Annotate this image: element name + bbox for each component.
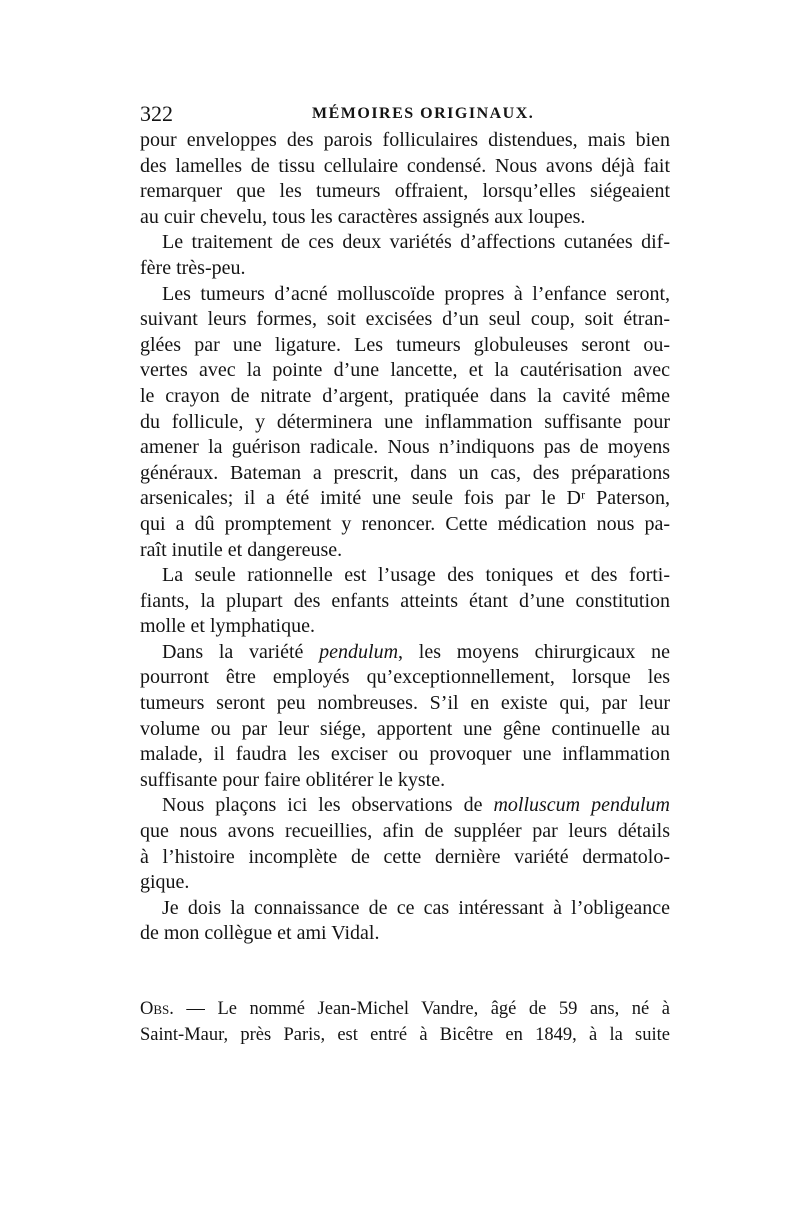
observation-block (140, 996, 670, 1048)
text-line: des lamelles de tissu cellulaire condensé. Nous avons déjà fait (140, 154, 670, 177)
text-line: malade, il faudra les exciser ou provoquer une inflammation (140, 743, 670, 766)
text-line: pourront être employés qu’exceptionnellement, lorsque les (140, 666, 670, 689)
text-line: volume ou par leur siége, apportent une gêne continuelle au (140, 717, 670, 740)
observation-lead: Obs. (140, 999, 174, 1019)
text-line: à l’histoire incomplète de cette dernière variété dermatolo- (140, 845, 670, 868)
text-line: glées par une ligature. Les tumeurs globuleuses seront ou- (140, 333, 670, 356)
text-line: Dans la variété pendulum, les moyens chirurgicaux ne (162, 640, 670, 663)
italic-term: molluscum pendulum (493, 794, 670, 817)
text-line: pour enveloppes des parois folliculaires distendues, mais bien (140, 129, 670, 151)
text-line: Les tumeurs d’acné molluscoïde propres à l’enfance seront, (162, 282, 670, 305)
body-text (140, 128, 670, 947)
text-line: vertes avec la pointe d’une lancette, et la cautérisation avec (140, 359, 670, 382)
text-line: Je dois la connaissance de ce cas intéressant à l’obligeance (162, 896, 670, 919)
text-line: suffisante pour faire oblitérer le kyste. (140, 768, 446, 791)
text-line: Le traitement de ces deux variétés d’affections cutanées dif- (162, 231, 670, 254)
page-number: 322 (140, 101, 173, 126)
text-line: raît inutile et dangereuse. (140, 538, 343, 561)
text-line: amener la guérison radicale. Nous n’indiquons pas de moyens (140, 436, 670, 459)
text-line: le crayon de nitrate d’argent, pratiquée dans la cavité même (140, 384, 670, 407)
text-line: remarquer que les tumeurs offraient, lorsqu’elles siégeaient (140, 180, 670, 203)
page-header (140, 100, 670, 128)
observation-line-1-text: — Le nommé Jean-Michel Vandre, âgé de 59 ans, né à (173, 999, 670, 1019)
text-line: fère très-peu. (140, 256, 246, 279)
italic-term: pendulum (319, 640, 399, 663)
text-line: que nous avons recueillies, afin de suppléer par leurs détails (140, 820, 670, 843)
text-line: molle et lymphatique. (140, 615, 315, 638)
text-line: de mon collègue et ami Vidal. (140, 922, 380, 945)
text-line: du follicule, y déterminera une inflammation suffisante pour (140, 410, 670, 433)
observation-line (140, 996, 670, 1022)
text-line: au cuir chevelu, tous les caractères assignés aux loupes. (140, 205, 586, 228)
running-title: MÉMOIRES ORIGINAUX. (312, 105, 535, 122)
text-line: fiants, la plupart des enfants atteints étant d’une constitution (140, 589, 670, 612)
observation-line: Saint-Maur, près Paris, est entré à Bicêtre en 1849, à la suite (140, 1025, 670, 1045)
text-line: suivant leurs formes, soit excisées d’un seul coup, soit étran- (140, 308, 670, 331)
text-line: gique. (140, 871, 190, 894)
text-line: arsenicales; il a été imité une seule fois par le Dʳ Paterson, (140, 487, 670, 510)
text-line: Nous plaçons ici les observations de molluscum pendulum (162, 794, 670, 817)
text-line: qui a dû promptement y renoncer. Cette médication nous pa- (140, 512, 670, 535)
text-line: généraux. Bateman a prescrit, dans un cas, des préparations (140, 461, 670, 484)
text-line: tumeurs seront peu nombreuses. S’il en existe qui, par leur (140, 692, 670, 715)
text-line: La seule rationnelle est l’usage des toniques et des forti- (162, 564, 670, 587)
